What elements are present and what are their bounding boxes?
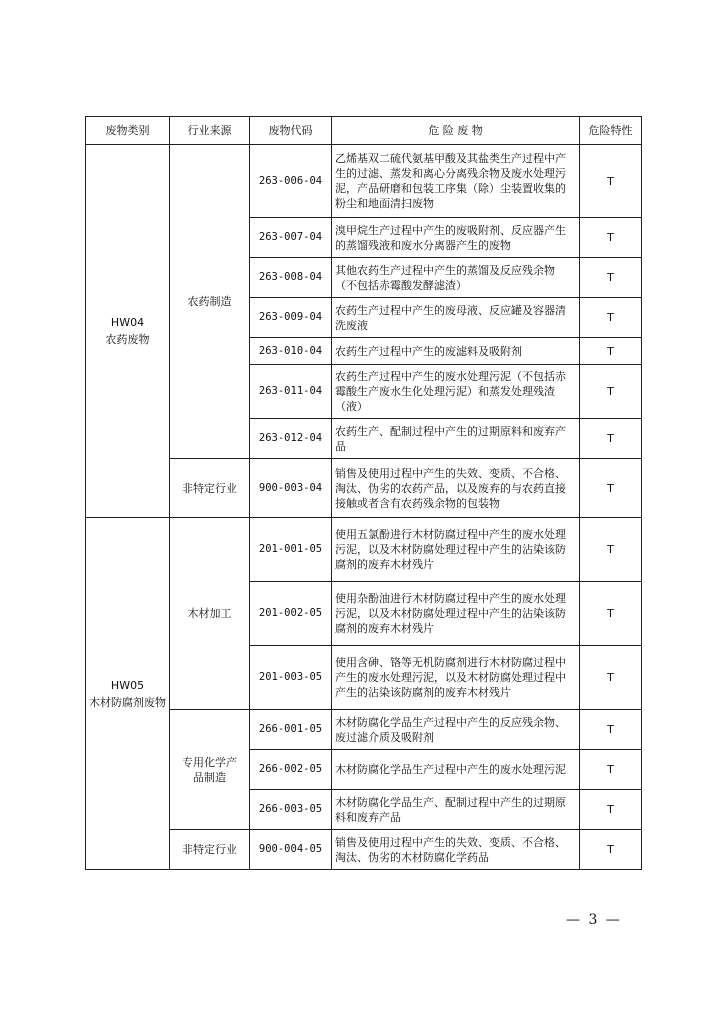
hazard-property-cell: T: [580, 218, 642, 258]
waste-description-cell: 木材防腐化学品生产、配制过程中产生的过期原料和废弃产品: [332, 790, 580, 830]
header-waste-category: 废物类别: [86, 117, 170, 145]
table-row: [86, 710, 642, 750]
header-hazardous-waste: 危 险 废 物: [332, 117, 580, 145]
waste-category-cell: [86, 145, 170, 518]
waste-code-cell: 201-003-05: [250, 646, 332, 710]
category-code: HW04: [110, 316, 145, 329]
waste-description-cell: 木材防腐化学品生产过程中产生的反应残余物、废过滤介质及吸附剂: [332, 710, 580, 750]
hazard-property-cell: T: [580, 518, 642, 582]
waste-description-cell: 使用五氯酚进行木材防腐过程中产生的废水处理污泥，以及木材防腐处理过程中产生的沾染该防腐剂的废弃木材残片: [332, 518, 580, 582]
waste-description-cell: 使用杂酚油进行木材防腐过程中产生的废水处理污泥，以及木材防腐处理过程中产生的沾染该防腐剂的废弃木材残片: [332, 582, 580, 646]
hazard-property-cell: T: [580, 365, 642, 419]
industry-source-cell: 非特定行业: [170, 830, 250, 870]
header-hazard-property: 危险特性: [580, 117, 642, 145]
waste-code-cell: 263-011-04: [250, 365, 332, 419]
waste-code-cell: 263-007-04: [250, 218, 332, 258]
hazard-property-cell: T: [580, 258, 642, 298]
waste-code-cell: 900-004-05: [250, 830, 332, 870]
waste-code-cell: 201-001-05: [250, 518, 332, 582]
table-row: [86, 518, 642, 582]
industry-source-cell: 木材加工: [170, 518, 250, 710]
waste-code-cell: 263-010-04: [250, 338, 332, 365]
category-code: HW05: [110, 678, 145, 692]
hazard-property-cell: T: [580, 790, 642, 830]
hazard-property-cell: T: [580, 750, 642, 790]
hazard-property-cell: T: [580, 419, 642, 459]
table-body: [86, 145, 642, 870]
table-header-row: [86, 117, 642, 145]
hazardous-waste-table: [85, 116, 642, 870]
hazard-property-cell: T: [580, 646, 642, 710]
page-number: — 3 —: [566, 912, 622, 928]
waste-code-cell: 266-001-05: [250, 710, 332, 750]
waste-code-cell: 266-003-05: [250, 790, 332, 830]
hazard-property-cell: T: [580, 582, 642, 646]
waste-code-cell: 263-008-04: [250, 258, 332, 298]
table-row: [86, 459, 642, 518]
header-industry-source: 行业来源: [170, 117, 250, 145]
industry-source-cell: 专用化学产品制造: [170, 710, 250, 830]
waste-description-cell: 农药生产过程中产生的废滤料及吸附剂: [332, 338, 580, 365]
waste-description-cell: 其他农药生产过程中产生的蒸馏及反应残余物（不包括赤霉酸发酵滤渣）: [332, 258, 580, 298]
waste-code-cell: 201-002-05: [250, 582, 332, 646]
waste-code-cell: 900-003-04: [250, 459, 332, 518]
industry-source-cell: 非特定行业: [170, 459, 250, 518]
waste-code-cell: 263-006-04: [250, 145, 332, 218]
table-row: [86, 145, 642, 218]
header-waste-code: 废物代码: [250, 117, 332, 145]
waste-description-cell: 使用含砷、铬等无机防腐剂进行木材防腐过程中产生的废水处理污泥，以及木材防腐处理过程中产生的沾染该防腐剂的废弃木材残片: [332, 646, 580, 710]
waste-description-cell: 乙烯基双二硫代氨基甲酸及其盐类生产过程中产生的过滤、蒸发和离心分离残余物及废水处理污泥，产品研磨和包装工序集（除）尘装置收集的粉尘和地面清扫废物: [332, 145, 580, 218]
hazard-property-cell: T: [580, 145, 642, 218]
waste-description-cell: 农药生产、配制过程中产生的过期原料和废弃产品: [332, 419, 580, 459]
waste-code-cell: 266-002-05: [250, 750, 332, 790]
category-name: 木材防腐剂废物: [89, 695, 166, 709]
hazard-property-cell: T: [580, 710, 642, 750]
waste-description-cell: 农药生产过程中产生的废水处理污泥（不包括赤霉酸生产废水生化处理污泥）和蒸发处理残渣（液）: [332, 365, 580, 419]
hazard-property-cell: T: [580, 338, 642, 365]
waste-code-cell: 263-009-04: [250, 298, 332, 338]
hazard-property-cell: T: [580, 830, 642, 870]
waste-description-cell: 销售及使用过程中产生的失效、变质、不合格、淘汰、伪劣的木材防腐化学药品: [332, 830, 580, 870]
waste-category-cell: [86, 518, 170, 870]
hazard-property-cell: T: [580, 459, 642, 518]
hazard-property-cell: T: [580, 298, 642, 338]
waste-code-cell: 263-012-04: [250, 419, 332, 459]
waste-description-cell: 木材防腐化学品生产过程中产生的废水处理污泥: [332, 750, 580, 790]
waste-description-cell: 溴甲烷生产过程中产生的废吸附剂、反应器产生的蒸馏残液和废水分离器产生的废物: [332, 218, 580, 258]
waste-description-cell: 农药生产过程中产生的废母液、反应罐及容器清洗废液: [332, 298, 580, 338]
table-row: [86, 830, 642, 870]
waste-description-cell: 销售及使用过程中产生的失效、变质、不合格、淘汰、伪劣的农药产品，以及废弃的与农药直接接触或者含有农药残余物的包装物: [332, 459, 580, 518]
industry-source-cell: 农药制造: [170, 145, 250, 459]
category-name: 农药废物: [105, 333, 150, 346]
